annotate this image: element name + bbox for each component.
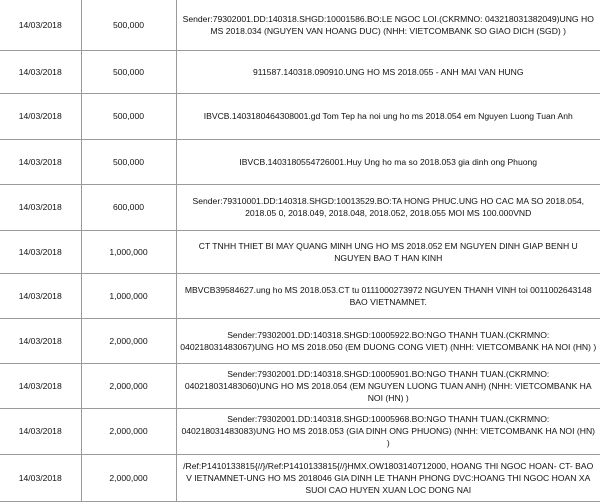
table-row — [0, 273, 600, 318]
table-row — [0, 318, 600, 363]
table-row — [0, 93, 600, 139]
amount-cell: 500,000 — [81, 0, 176, 50]
table-row — [0, 139, 600, 184]
table-row — [0, 230, 600, 273]
table-row — [0, 50, 600, 93]
description-cell: IBVCB.1403180464308001.gd Tom Tep ha noi ung ho ms 2018.054 em Nguyen Luong Tuan Anh — [176, 93, 600, 139]
amount-cell: 2,000,000 — [81, 363, 176, 408]
amount-cell: 2,000,000 — [81, 408, 176, 454]
description-cell: IBVCB.1403180554726001.Huy Ung ho ma so 2018.053 gia dinh ong Phuong — [176, 139, 600, 184]
amount-cell: 500,000 — [81, 50, 176, 93]
date-cell: 14/03/2018 — [0, 318, 81, 363]
amount-cell: 500,000 — [81, 93, 176, 139]
date-cell: 14/03/2018 — [0, 454, 81, 501]
amount-cell: 2,000,000 — [81, 454, 176, 501]
date-cell: 14/03/2018 — [0, 184, 81, 230]
description-cell: CT TNHH THIET BI MAY QUANG MINH UNG HO MS 2018.052 EM NGUYEN DINH GIAP BENH U NGUYEN BAO T HAN KINH — [176, 230, 600, 273]
description-cell: 911587.140318.090910.UNG HO MS 2018.055 - ANH MAI VAN HUNG — [176, 50, 600, 93]
description-cell: Sender:79302001.DD:140318.SHGD:10005968.BO:NGO THANH TUAN.(CKRMNO: 040218031483083)UNG HO MS 2018.053 (GIA DINH ONG PHUONG) (NHH: VIETCOMBANK HA NOI (HN) ) — [176, 408, 600, 454]
date-cell: 14/03/2018 — [0, 273, 81, 318]
description-cell: Sender:79310001.DD:140318.SHGD:10013529.BO:TA HONG PHUC.UNG HO CAC MA SO 2018.054, 2018.05 0, 2018.049, 2018.048, 2018.052, 2018.055 MOI MS 100.000VND — [176, 184, 600, 230]
amount-cell: 500,000 — [81, 139, 176, 184]
table-row — [0, 184, 600, 230]
amount-cell: 1,000,000 — [81, 273, 176, 318]
table-row — [0, 454, 600, 501]
amount-cell: 1,000,000 — [81, 230, 176, 273]
date-cell: 14/03/2018 — [0, 363, 81, 408]
table-row — [0, 0, 600, 50]
amount-cell: 600,000 — [81, 184, 176, 230]
description-cell: Sender:79302001.DD:140318.SHGD:10001586.BO:LE NGOC LOI.(CKRMNO: 043218031382049)UNG HO MS 2018.034 (NGUYEN VAN HOANG DUC) (NHH: VIETCOMBANK SO GIAO DICH (SGD) ) — [176, 0, 600, 50]
description-cell: Sender:79302001.DD:140318.SHGD:10005922.BO:NGO THANH TUAN.(CKRMNO: 040218031483067)UNG HO MS 2018.050 (EM DUONG CONG VIET) (NHH: VIETCOMBANK HA NOI (HN) ) — [176, 318, 600, 363]
description-cell: /Ref:P1410133815{//}/Ref:P1410133815{//}HMX.OW1803140712000, HOANG THI NGOC HOAN- CT- BAO V IETNAMNET-UNG HO MS 2018046 GIA DINH LE THANH PHONG DVC:HOANG THI NGOC HOAN XA SUOI CAO HUYEN XUAN LOC DONG NAI — [176, 454, 600, 501]
description-cell: Sender:79302001.DD:140318.SHGD:10005901.BO:NGO THANH TUAN.(CKRMNO: 040218031483060)UNG HO MS 2018.054 (EM NGUYEN LUONG TUAN ANH) (NHH: VIETCOMBANK HA NOI (HN) ) — [176, 363, 600, 408]
description-cell: MBVCB39584627.ung ho MS 2018.053.CT tu 0111000273972 NGUYEN THANH VINH toi 0011002643148 BAO VIETNAMNET. — [176, 273, 600, 318]
table-row — [0, 363, 600, 408]
date-cell: 14/03/2018 — [0, 0, 81, 50]
date-cell: 14/03/2018 — [0, 139, 81, 184]
table-row — [0, 408, 600, 454]
date-cell: 14/03/2018 — [0, 230, 81, 273]
amount-cell: 2,000,000 — [81, 318, 176, 363]
date-cell: 14/03/2018 — [0, 408, 81, 454]
date-cell: 14/03/2018 — [0, 93, 81, 139]
date-cell: 14/03/2018 — [0, 50, 81, 93]
